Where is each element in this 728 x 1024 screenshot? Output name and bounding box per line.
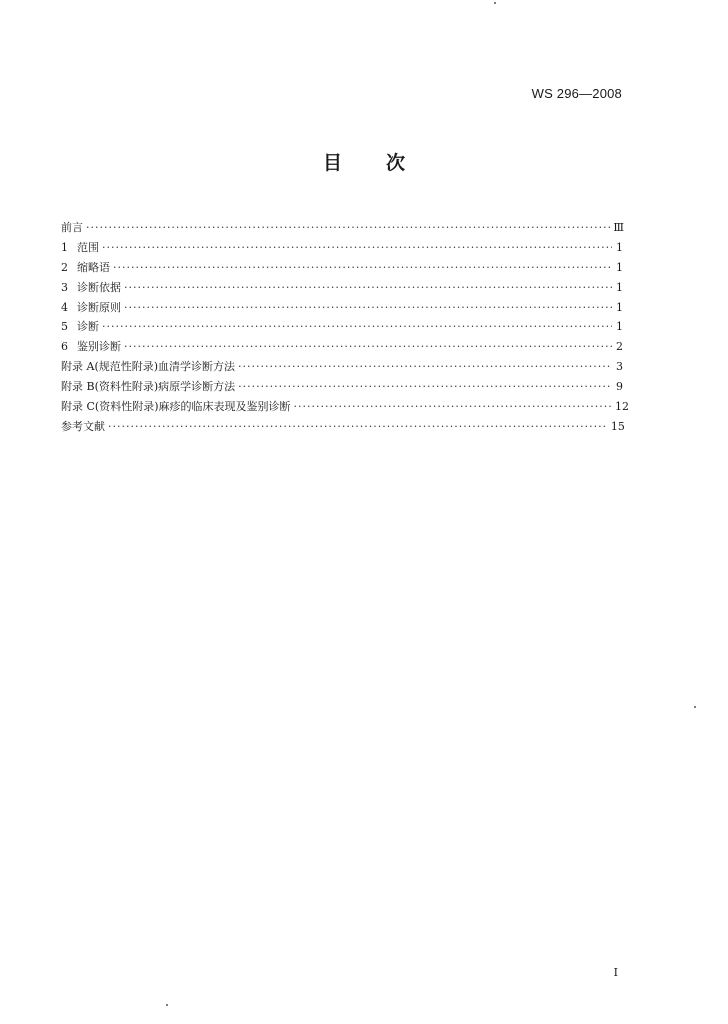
toc-label: 范围 [77,240,99,254]
toc-label: 鉴别诊断 [77,340,121,354]
toc-page: 1 [616,280,623,294]
table-of-contents [61,218,629,437]
toc-page: 15 [610,419,625,433]
toc-entry-appendix-a[interactable] [61,357,623,377]
toc-number: 4 [61,300,68,314]
toc-label: 附录 C(资料性附录)麻疹的临床表现及鉴别诊断 [61,400,291,414]
scan-speck [694,706,696,708]
toc-leader-dots [124,337,612,357]
toc-number: 6 [61,340,68,354]
toc-number: 1 [61,240,68,254]
toc-label: 附录 B(资料性附录)病原学诊断方法 [61,380,236,394]
toc-leader-dots [102,317,612,337]
toc-number: 5 [61,320,68,334]
toc-number: 2 [61,260,68,274]
toc-leader-dots [294,397,613,417]
page-number: Ⅰ [613,966,618,979]
toc-page: 2 [616,340,623,354]
toc-leader-dots [124,278,612,298]
toc-label: 缩略语 [77,260,110,274]
toc-page: 3 [616,360,623,374]
toc-entry-appendix-c[interactable] [61,397,629,417]
toc-label: 参考文献 [61,419,105,433]
toc-leader-dots [108,417,608,437]
toc-leader-dots [238,377,612,397]
toc-entry-3[interactable] [61,278,623,298]
toc-label: 诊断原则 [77,300,121,314]
standard-number: WS 296—2008 [531,86,622,101]
toc-entry-5[interactable] [61,317,623,337]
scan-speck [166,1004,168,1006]
toc-leader-dots [86,218,610,238]
page-title [0,148,728,175]
toc-leader-dots [102,238,612,258]
toc-page: 1 [616,240,623,254]
toc-entry-6[interactable] [61,337,623,357]
toc-entry-1[interactable] [61,238,623,258]
toc-leader-dots [238,357,612,377]
toc-page: 9 [616,380,623,394]
toc-page: Ⅲ [613,221,624,234]
title-char-1: 目 [322,152,342,174]
toc-label: 附录 A(规范性附录)血清学诊断方法 [61,360,236,374]
toc-entry-2[interactable] [61,258,623,278]
toc-label: 诊断 [77,320,99,334]
toc-label: 前言 [61,221,83,234]
scan-speck [494,2,496,4]
toc-page: 12 [615,400,629,414]
toc-number: 3 [61,280,68,294]
toc-entry-foreword[interactable] [61,218,623,238]
toc-page: 1 [616,260,623,274]
toc-page: 1 [616,300,623,314]
toc-page: 1 [616,320,623,334]
toc-leader-dots [113,258,612,278]
toc-entry-appendix-b[interactable] [61,377,623,397]
toc-entry-4[interactable] [61,298,623,318]
toc-label: 诊断依据 [77,280,121,294]
toc-leader-dots [124,298,612,318]
toc-entry-references[interactable] [61,417,623,437]
title-char-2: 次 [386,152,406,174]
